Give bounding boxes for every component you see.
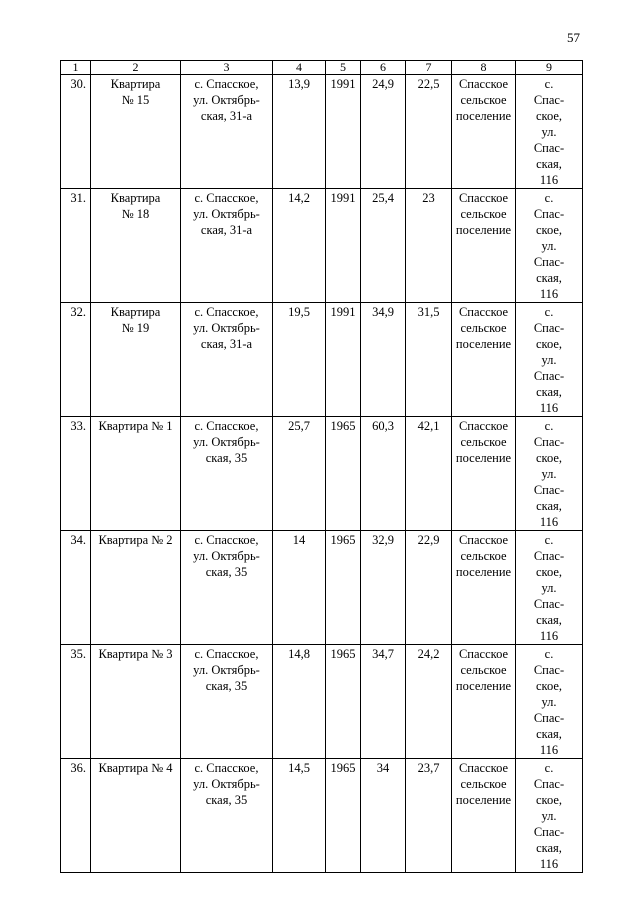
column-4-cell: 14 [273, 531, 326, 645]
column-4-cell: 14,5 [273, 759, 326, 873]
column-9-cell-line: ское, [535, 679, 563, 693]
column-7-cell: 22,9 [406, 531, 452, 645]
column-9-cell-line: ская, [536, 841, 562, 855]
row-number-cell: 33. [61, 417, 91, 531]
table-row [61, 303, 583, 417]
settlement-cell-line: Спасское [458, 77, 509, 91]
address-cell-line: с. Спасское, [194, 191, 259, 205]
settlement-cell-line: поселение [455, 337, 512, 351]
settlement-cell-line: поселение [455, 109, 512, 123]
column-9-cell-line: Спас- [533, 369, 565, 383]
settlement-cell [452, 303, 516, 417]
settlement-cell-line: сельское [460, 777, 507, 791]
object-name-cell [91, 75, 181, 189]
settlement-cell-line: Спасское [458, 419, 509, 433]
column-9-cell [516, 417, 583, 531]
settlement-cell [452, 759, 516, 873]
column-9-cell-line: ская, [536, 385, 562, 399]
settlement-cell-line: сельское [460, 207, 507, 221]
object-name-cell-line: Квартира № 2 [98, 533, 173, 547]
column-6-cell: 60,3 [361, 417, 406, 531]
object-name-cell-line: № 19 [121, 321, 150, 335]
property-table [60, 60, 583, 873]
column-4-cell: 14,2 [273, 189, 326, 303]
table-row [61, 759, 583, 873]
column-9-cell-line: Спас- [533, 321, 565, 335]
address-cell [181, 189, 273, 303]
column-9-cell-line: Спас- [533, 483, 565, 497]
settlement-cell-line: сельское [460, 549, 507, 563]
column-9-cell [516, 759, 583, 873]
year-cell: 1991 [326, 75, 361, 189]
column-6-cell: 34,7 [361, 645, 406, 759]
address-cell [181, 531, 273, 645]
column-9-cell-line: Спас- [533, 825, 565, 839]
column-9-cell-line: Спас- [533, 207, 565, 221]
settlement-cell-line: Спасское [458, 647, 509, 661]
object-name-cell-line: Квартира [110, 77, 161, 91]
address-cell-line: ская, 35 [205, 793, 248, 807]
object-name-cell [91, 645, 181, 759]
object-name-cell [91, 417, 181, 531]
column-9-cell-line: с. [544, 533, 554, 547]
settlement-cell-line: поселение [455, 793, 512, 807]
column-9-cell-line: ская, [536, 613, 562, 627]
column-9-cell-line: Спас- [533, 435, 565, 449]
address-cell-line: ская, 31-а [200, 337, 253, 351]
year-cell: 1965 [326, 417, 361, 531]
column-9-cell-line: ул. [541, 239, 557, 253]
column-6-cell: 32,9 [361, 531, 406, 645]
settlement-cell-line: сельское [460, 321, 507, 335]
column-9-cell-line: Спас- [533, 597, 565, 611]
object-name-cell [91, 303, 181, 417]
year-cell: 1991 [326, 189, 361, 303]
column-9-cell-line: ская, [536, 499, 562, 513]
column-6-cell: 34 [361, 759, 406, 873]
column-9-cell-line: ское, [535, 451, 563, 465]
column-header: 1 [61, 61, 91, 75]
settlement-cell [452, 417, 516, 531]
column-9-cell-line: с. [544, 647, 554, 661]
column-4-cell: 13,9 [273, 75, 326, 189]
page-number: 57 [567, 30, 580, 45]
address-cell-line: ул. Октябрь- [193, 549, 260, 563]
object-name-cell-line: Квартира [110, 305, 161, 319]
column-9-cell-line: ская, [536, 271, 562, 285]
column-9-cell-line: 116 [539, 629, 559, 643]
column-9-cell-line: ул. [541, 353, 557, 367]
column-9-cell-line: Спас- [533, 663, 565, 677]
column-4-cell: 25,7 [273, 417, 326, 531]
settlement-cell-line: поселение [455, 565, 512, 579]
column-9-cell [516, 531, 583, 645]
column-6-cell: 34,9 [361, 303, 406, 417]
column-9-cell [516, 75, 583, 189]
object-name-cell-line: Квартира № 1 [98, 419, 173, 433]
settlement-cell [452, 189, 516, 303]
column-9-cell-line: с. [544, 305, 554, 319]
object-name-cell-line: Квартира № 4 [98, 761, 173, 775]
column-6-cell: 25,4 [361, 189, 406, 303]
address-cell-line: ул. Октябрь- [193, 321, 260, 335]
column-9-cell [516, 303, 583, 417]
address-cell-line: ская, 35 [205, 679, 248, 693]
settlement-cell [452, 645, 516, 759]
column-header: 7 [406, 61, 452, 75]
settlement-cell-line: поселение [455, 679, 512, 693]
column-7-cell: 24,2 [406, 645, 452, 759]
column-9-cell [516, 189, 583, 303]
column-header: 2 [91, 61, 181, 75]
column-9-cell-line: с. [544, 761, 554, 775]
row-number-cell: 36. [61, 759, 91, 873]
column-9-cell-line: Спас- [533, 93, 565, 107]
column-9-cell-line: 116 [539, 401, 559, 415]
column-6-cell: 24,9 [361, 75, 406, 189]
address-cell [181, 303, 273, 417]
address-cell-line: ская, 35 [205, 565, 248, 579]
column-9-cell-line: ул. [541, 695, 557, 709]
settlement-cell-line: сельское [460, 663, 507, 677]
address-cell [181, 417, 273, 531]
column-9-cell-line: 116 [539, 857, 559, 871]
settlement-cell [452, 75, 516, 189]
column-9-cell-line: с. [544, 191, 554, 205]
column-4-cell: 14,8 [273, 645, 326, 759]
column-9-cell-line: ское, [535, 793, 563, 807]
column-number-row [61, 61, 583, 75]
column-9-cell-line: 116 [539, 173, 559, 187]
column-9-cell-line: 116 [539, 287, 559, 301]
settlement-cell [452, 531, 516, 645]
object-name-cell [91, 531, 181, 645]
column-9-cell-line: ское, [535, 223, 563, 237]
column-header: 3 [181, 61, 273, 75]
column-9-cell-line: ул. [541, 581, 557, 595]
address-cell [181, 759, 273, 873]
column-9-cell-line: Спас- [533, 141, 565, 155]
column-9-cell-line: 116 [539, 743, 559, 757]
table-row [61, 645, 583, 759]
address-cell-line: с. Спасское, [194, 77, 259, 91]
column-9-cell-line: ское, [535, 109, 563, 123]
row-number-cell: 34. [61, 531, 91, 645]
column-header: 6 [361, 61, 406, 75]
column-9-cell-line: Спас- [533, 777, 565, 791]
row-number-cell: 31. [61, 189, 91, 303]
year-cell: 1965 [326, 759, 361, 873]
object-name-cell [91, 189, 181, 303]
table-body [61, 75, 583, 873]
settlement-cell-line: поселение [455, 223, 512, 237]
settlement-cell-line: сельское [460, 93, 507, 107]
column-9-cell-line: 116 [539, 515, 559, 529]
address-cell-line: ул. Октябрь- [193, 663, 260, 677]
address-cell [181, 75, 273, 189]
year-cell: 1991 [326, 303, 361, 417]
row-number-cell: 32. [61, 303, 91, 417]
address-cell-line: ул. Октябрь- [193, 777, 260, 791]
object-name-cell [91, 759, 181, 873]
column-header: 9 [516, 61, 583, 75]
address-cell-line: с. Спасское, [194, 647, 259, 661]
address-cell-line: ул. Октябрь- [193, 93, 260, 107]
address-cell-line: с. Спасское, [194, 761, 259, 775]
table-row [61, 75, 583, 189]
column-9-cell-line: с. [544, 77, 554, 91]
object-name-cell-line: № 18 [121, 207, 150, 221]
column-header: 5 [326, 61, 361, 75]
column-9-cell-line: Спас- [533, 549, 565, 563]
table-row [61, 189, 583, 303]
column-7-cell: 22,5 [406, 75, 452, 189]
table-row [61, 531, 583, 645]
address-cell-line: ул. Октябрь- [193, 435, 260, 449]
settlement-cell-line: поселение [455, 451, 512, 465]
year-cell: 1965 [326, 531, 361, 645]
row-number-cell: 35. [61, 645, 91, 759]
column-7-cell: 23,7 [406, 759, 452, 873]
column-9-cell-line: ул. [541, 125, 557, 139]
address-cell-line: ская, 35 [205, 451, 248, 465]
column-7-cell: 31,5 [406, 303, 452, 417]
object-name-cell-line: № 15 [121, 93, 150, 107]
settlement-cell-line: сельское [460, 435, 507, 449]
column-header: 4 [273, 61, 326, 75]
address-cell-line: ская, 31-а [200, 109, 253, 123]
row-number-cell: 30. [61, 75, 91, 189]
column-9-cell [516, 645, 583, 759]
settlement-cell-line: Спасское [458, 191, 509, 205]
object-name-cell-line: Квартира № 3 [98, 647, 173, 661]
column-9-cell-line: ское, [535, 565, 563, 579]
column-9-cell-line: ская, [536, 157, 562, 171]
year-cell: 1965 [326, 645, 361, 759]
column-7-cell: 42,1 [406, 417, 452, 531]
column-4-cell: 19,5 [273, 303, 326, 417]
column-7-cell: 23 [406, 189, 452, 303]
address-cell-line: ул. Октябрь- [193, 207, 260, 221]
address-cell-line: с. Спасское, [194, 419, 259, 433]
column-header: 8 [452, 61, 516, 75]
column-9-cell-line: ское, [535, 337, 563, 351]
column-9-cell-line: ул. [541, 809, 557, 823]
column-9-cell-line: ская, [536, 727, 562, 741]
column-9-cell-line: ул. [541, 467, 557, 481]
address-cell [181, 645, 273, 759]
settlement-cell-line: Спасское [458, 305, 509, 319]
table-row [61, 417, 583, 531]
address-cell-line: с. Спасское, [194, 533, 259, 547]
settlement-cell-line: Спасское [458, 761, 509, 775]
column-9-cell-line: с. [544, 419, 554, 433]
address-cell-line: с. Спасское, [194, 305, 259, 319]
column-9-cell-line: Спас- [533, 255, 565, 269]
address-cell-line: ская, 31-а [200, 223, 253, 237]
object-name-cell-line: Квартира [110, 191, 161, 205]
column-9-cell-line: Спас- [533, 711, 565, 725]
settlement-cell-line: Спасское [458, 533, 509, 547]
